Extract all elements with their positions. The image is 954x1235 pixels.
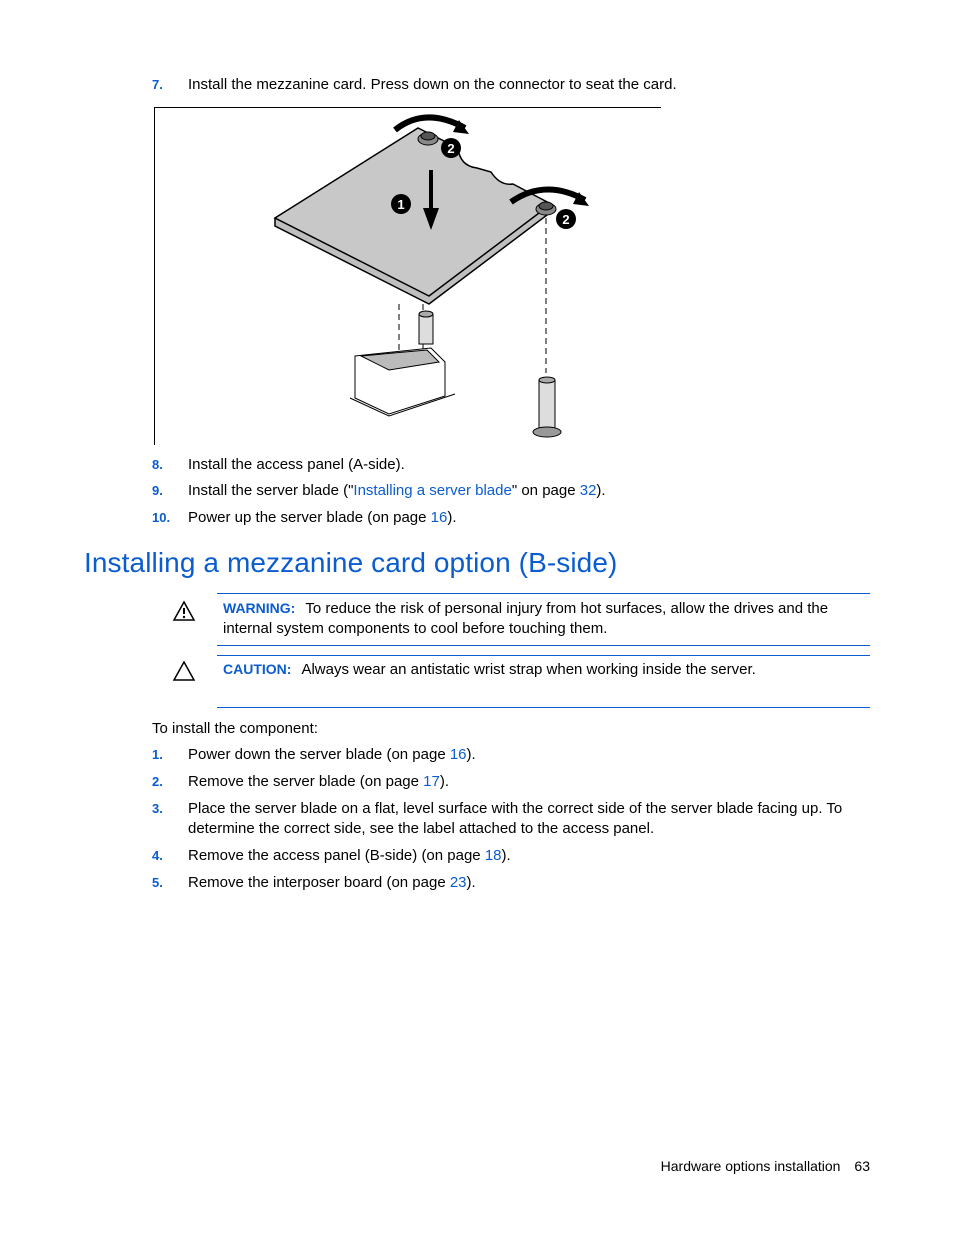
step-text — [188, 873, 868, 893]
warning-text: To reduce the risk of personal injury from hot surfaces, allow the drives and the internal system components to cool before touching them. — [223, 600, 829, 637]
installing-server-blade-link[interactable]: Installing a server blade — [353, 482, 512, 499]
step-number: 5. — [152, 875, 163, 890]
step-number: 4. — [152, 848, 163, 863]
warning-top-rule — [217, 593, 870, 594]
step-text-post: ). — [447, 509, 457, 526]
step-text — [188, 508, 868, 528]
step-text — [188, 772, 868, 792]
step-text-post: ). — [466, 874, 476, 891]
step-number: 7. — [152, 77, 163, 92]
page-link[interactable]: 16 — [430, 509, 448, 526]
step-number: 8. — [152, 457, 163, 472]
mezzanine-card-figure — [154, 107, 661, 445]
warning-label: WARNING: — [223, 600, 296, 616]
callout-2b: 2 — [562, 212, 570, 227]
footer-section: Hardware options installation — [660, 1158, 841, 1174]
step-text — [188, 481, 868, 501]
step-number: 3. — [152, 801, 163, 816]
step-text-post: ). — [466, 746, 476, 763]
step-text: Install the mezzanine card. Press down on the connector to seat the card. — [188, 76, 677, 93]
step-text — [188, 846, 868, 866]
step-number: 1. — [152, 747, 163, 762]
step-text-post: ). — [439, 773, 449, 790]
caution-top-rule — [217, 655, 870, 656]
page-link[interactable]: 18 — [484, 847, 502, 864]
warning-notice — [223, 598, 863, 639]
callout-2a: 2 — [447, 141, 455, 156]
page-link[interactable]: 23 — [449, 874, 467, 891]
step-number: 2. — [152, 774, 163, 789]
step-text: Install the access panel (A-side). — [188, 456, 405, 473]
caution-bottom-rule — [217, 707, 870, 708]
page-link[interactable]: 17 — [423, 773, 440, 790]
step-text-pre: Power up the server blade (on page — [188, 509, 431, 526]
mezzanine-card-illustration — [155, 108, 661, 445]
step-text-post: ). — [596, 482, 606, 499]
intro-text: To install the component: — [152, 720, 318, 737]
step-text-pre: Remove the server blade (on page — [188, 773, 424, 790]
page-footer — [661, 1158, 870, 1174]
section-title: Installing a mezzanine card option (B-side) — [84, 547, 618, 578]
caution-text: Always wear an antistatic wrist strap when working inside the server. — [301, 661, 756, 678]
step-text-pre: Remove the interposer board (on page — [188, 874, 450, 891]
step-text-pre: Power down the server blade (on page — [188, 746, 450, 763]
step-text-post: ). — [501, 847, 511, 864]
page-link[interactable]: 32 — [579, 482, 597, 499]
step-number: 10. — [152, 510, 171, 525]
step-number: 9. — [152, 483, 163, 498]
footer-page-number: 63 — [854, 1158, 870, 1174]
callout-1: 1 — [397, 197, 405, 212]
warning-bottom-rule — [217, 645, 870, 646]
caution-icon — [172, 660, 196, 682]
page-link[interactable]: 16 — [449, 746, 467, 763]
step-text-pre: Install the server blade (" — [188, 482, 354, 499]
step-text: Place the server blade on a flat, level surface with the correct side of the server blade facing up. To determine the correct side, see the label attached to the access panel. — [188, 800, 843, 837]
step-text — [188, 745, 868, 765]
step-text-mid: " on page — [511, 482, 580, 499]
caution-label: CAUTION: — [223, 661, 292, 677]
warning-icon — [172, 600, 196, 622]
caution-notice — [223, 659, 863, 680]
step-text-pre: Remove the access panel (B-side) (on page — [188, 847, 485, 864]
